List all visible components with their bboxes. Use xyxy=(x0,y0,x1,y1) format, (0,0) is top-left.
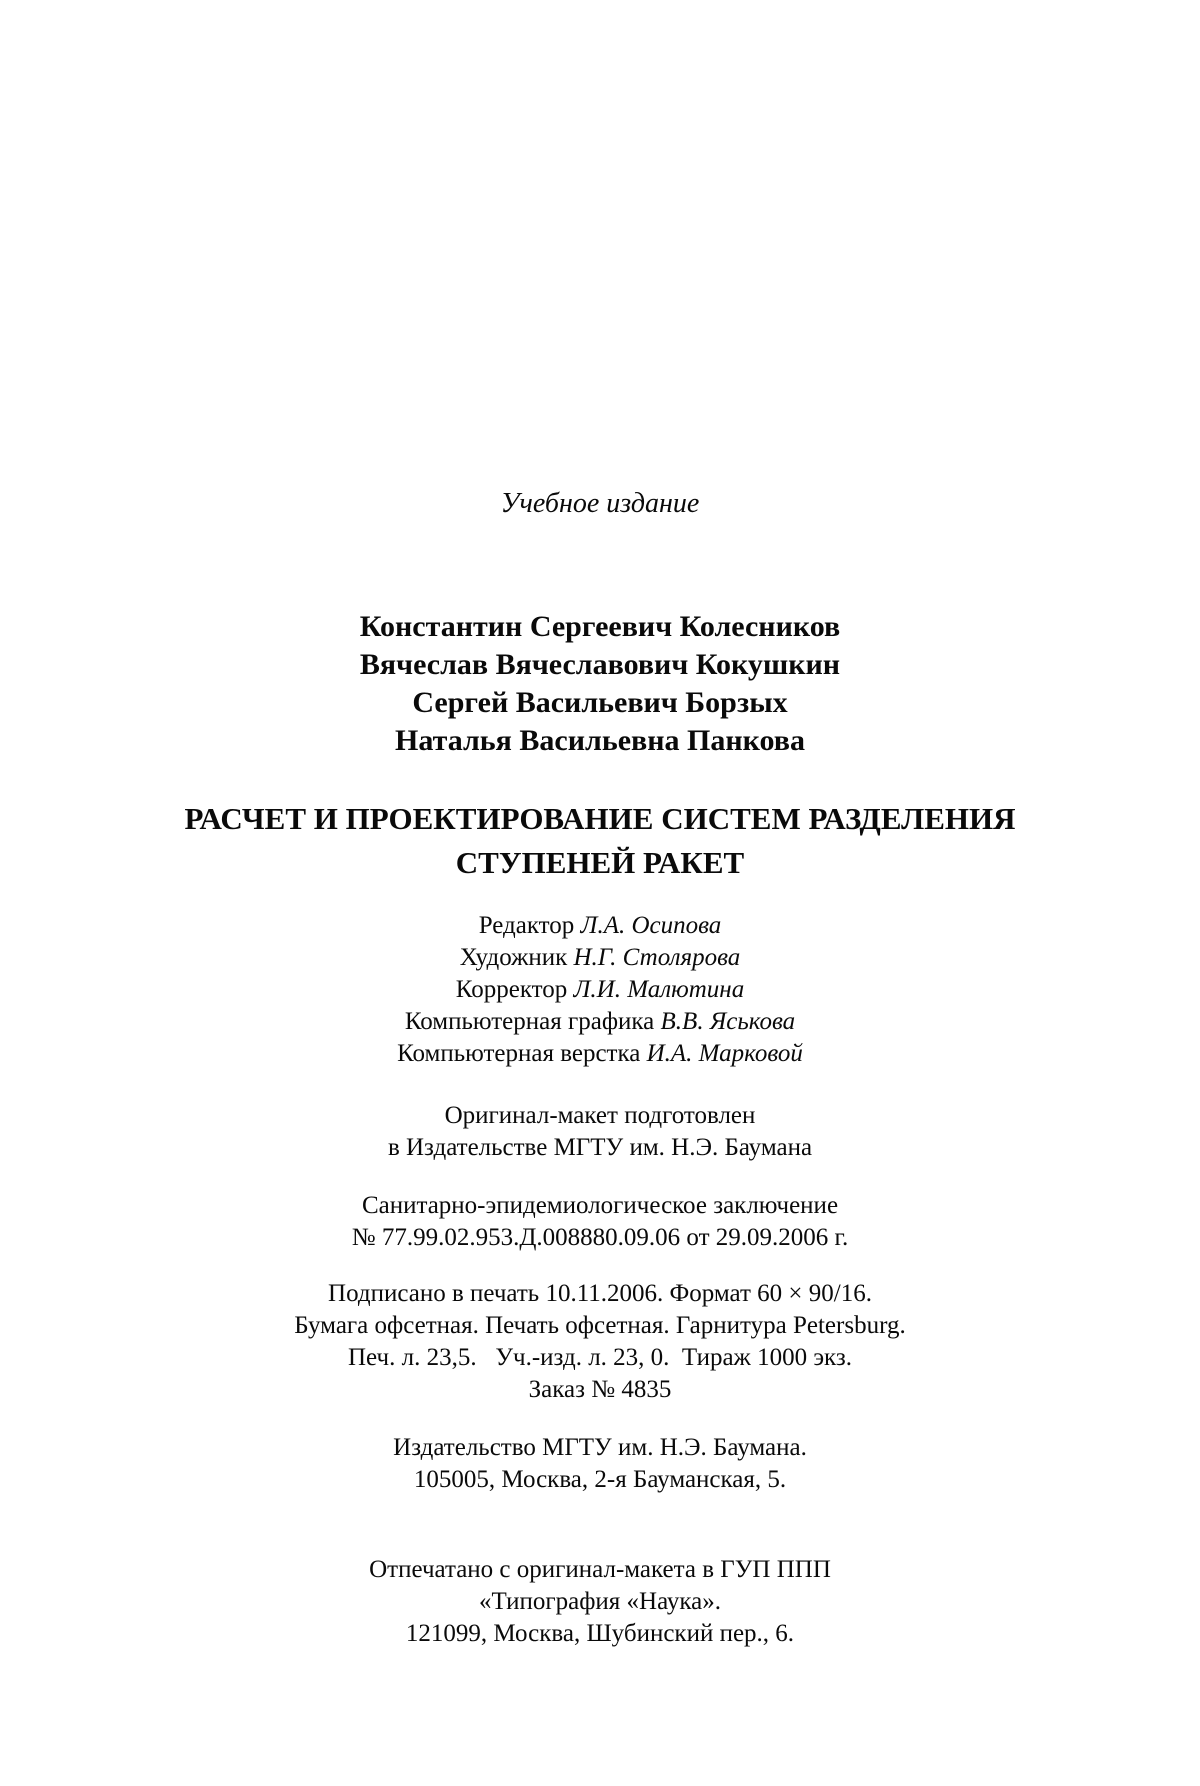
author-name: Сергей Васильевич Борзых xyxy=(412,686,788,719)
print-info xyxy=(0,1278,1200,1406)
sanitary-note-line: Санитарно-эпидемиологическое заключение xyxy=(361,1192,839,1219)
credit-name: Л.А. Осипова xyxy=(580,912,722,939)
authors-list xyxy=(0,608,1200,760)
book-title-line: РАСЧЕТ И ПРОЕКТИРОВАНИЕ СИСТЕМ РАЗДЕЛЕНИЯ xyxy=(184,801,1016,836)
edition-type-label: Учебное издание xyxy=(500,488,700,519)
credit-role: Корректор xyxy=(455,976,568,1003)
publisher-line: Издательство МГТУ им. Н.Э. Баумана. xyxy=(393,1434,807,1461)
printer-line: 121099, Москва, Шубинский пер., 6. xyxy=(405,1620,795,1647)
author-name: Вячеслав Вячеславович Кокушкин xyxy=(359,648,841,681)
credit-role: Редактор xyxy=(478,912,575,939)
credit-role: Художник xyxy=(459,944,568,971)
book-title-line: СТУПЕНЕЙ РАКЕТ xyxy=(455,845,745,880)
author-name: Константин Сергеевич Колесников xyxy=(359,610,841,643)
publisher-info xyxy=(0,1432,1200,1496)
edition-type xyxy=(0,487,1200,521)
print-info-line: Бумага офсетная. Печать офсетная. Гарнитура Petersburg. xyxy=(294,1312,906,1339)
credit-name: В.В. Яськова xyxy=(660,1008,796,1035)
credit-graphics xyxy=(0,1006,1200,1038)
credit-editor xyxy=(0,910,1200,942)
book-title xyxy=(0,797,1200,885)
sanitary-note-line: № 77.99.02.953.Д.008880.09.06 от 29.09.2006 г. xyxy=(351,1224,849,1251)
publisher-line: 105005, Москва, 2-я Бауманская, 5. xyxy=(413,1466,787,1493)
printer-info xyxy=(0,1554,1200,1650)
print-info-line: Печ. л. 23,5. Уч.-изд. л. 23, 0. Тираж 1000 экз. xyxy=(348,1344,852,1371)
credits-list xyxy=(0,910,1200,1070)
credit-role: Компьютерная графика xyxy=(404,1008,655,1035)
printer-line: Отпечатано с оригинал-макета в ГУП ППП xyxy=(369,1556,831,1583)
credit-artist xyxy=(0,942,1200,974)
layout-note-line: в Издательстве МГТУ им. Н.Э. Баумана xyxy=(387,1134,813,1161)
layout-note xyxy=(0,1100,1200,1164)
print-info-line: Подписано в печать 10.11.2006. Формат 60 × 90/16. xyxy=(328,1280,872,1307)
sanitary-note xyxy=(0,1190,1200,1254)
author-name: Наталья Васильевна Панкова xyxy=(395,724,805,757)
credit-name: Н.Г. Столярова xyxy=(573,944,741,971)
layout-note-line: Оригинал-макет подготовлен xyxy=(444,1102,756,1129)
credit-name: Л.И. Малютина xyxy=(573,976,745,1003)
credit-role: Компьютерная верстка xyxy=(397,1040,641,1067)
printer-line: «Типография «Наука». xyxy=(478,1588,722,1615)
credit-typesetting xyxy=(0,1038,1200,1070)
credit-name: И.А. Марковой xyxy=(646,1040,803,1067)
credit-proofreader xyxy=(0,974,1200,1006)
print-info-line: Заказ № 4835 xyxy=(528,1376,672,1403)
